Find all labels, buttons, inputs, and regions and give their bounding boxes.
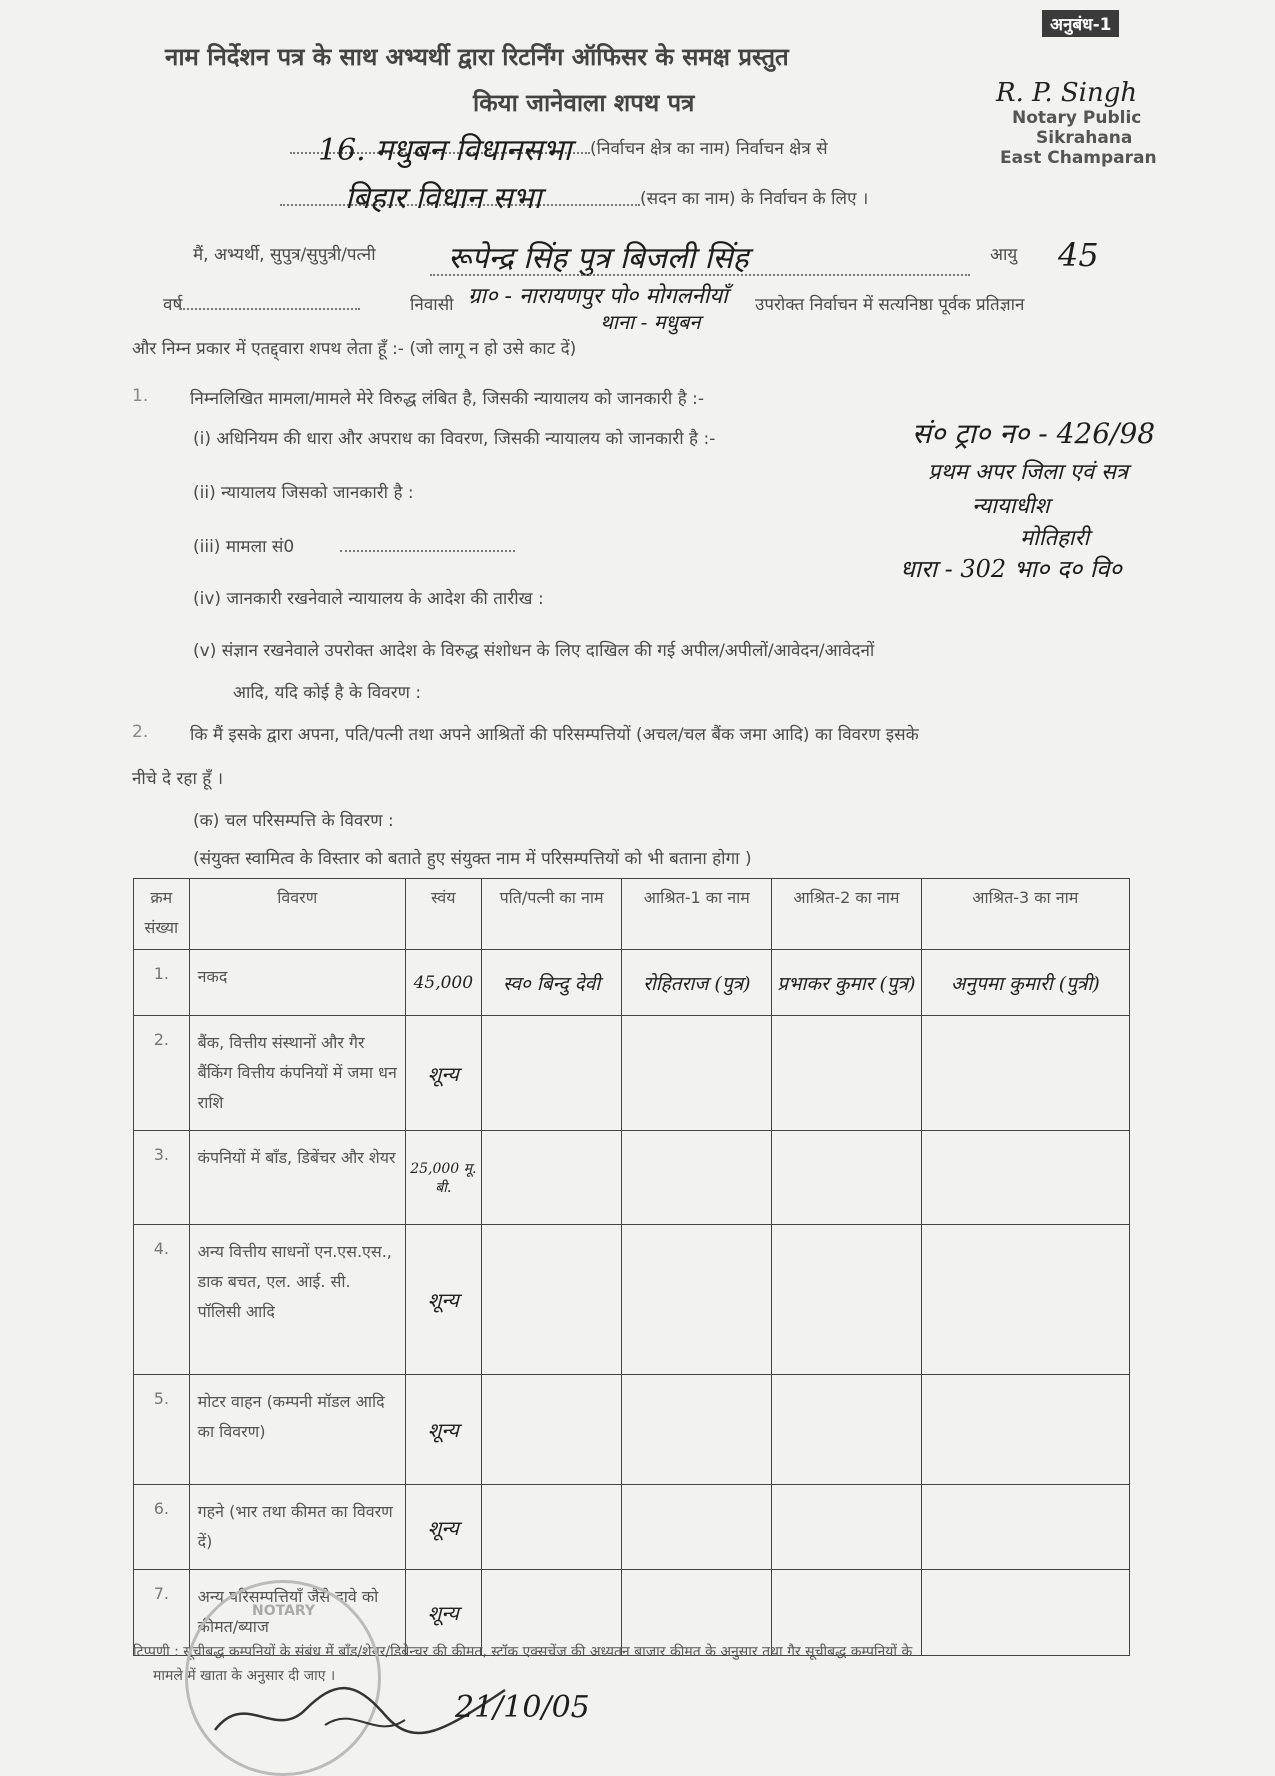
table-row xyxy=(134,1016,1130,1131)
document-title-line1: नाम निर्देशन पत्र के साथ अभ्यर्थी द्वारा रिटर्निंग ऑफिसर के समक्ष प्रस्तुत xyxy=(165,43,789,71)
case-note-line4: मोतिहारी xyxy=(1020,526,1090,551)
row-self-value: शून्य xyxy=(405,1570,481,1656)
year-label: वर्ष xyxy=(163,295,183,315)
candidate-name: रूपेन्द्र सिंह पुत्र बिजली सिंह xyxy=(448,241,749,276)
notary-name: R. P. Singh xyxy=(996,78,1138,108)
row-dependent-2-value xyxy=(772,1485,921,1570)
row-self-value: शून्य xyxy=(405,1485,481,1570)
row-description: कंपनियों में बॉंड, डिबेंचर और शेयर xyxy=(189,1131,405,1225)
document-title-line2: किया जानेवाला शपथ पत्र xyxy=(473,89,695,117)
row-description: नकद xyxy=(189,950,405,1016)
section1-heading: निम्नलिखित मामला/मामले मेरे विरुद्ध लंबित है, जिसकी न्यायालय को जानकारी है :- xyxy=(190,389,705,409)
footer-note-line2: मामले में खाता के अनुसार दी जाए । xyxy=(153,1668,336,1684)
footer-note-line1: टिप्पणी : सूचीबद्ध कम्पनियों के संबंध में बॉंड/शेयर/डिबेन्चर की कीमत, स्टॉक एक्सचेंज की अध्यतन बाजार कीमत के अनुसार तथा गैर सूचीबद्ध कम्पनियों के xyxy=(133,1644,913,1660)
row-number: 5. xyxy=(134,1375,190,1485)
row-spouse-value xyxy=(481,1485,622,1570)
notary-title: Notary Public xyxy=(1012,108,1142,128)
row-dependent-2-value: प्रभाकर कुमार (पुत्र) xyxy=(772,950,921,1016)
constituency-value: 16. मधुबन विधानसभा xyxy=(318,133,572,168)
row-dependent-3-value xyxy=(921,1016,1129,1131)
row-number: 7. xyxy=(134,1570,190,1656)
row-description: अन्य परिसम्पत्तियाँ जैसे दावे को कीमत/ब्याज xyxy=(189,1570,405,1656)
section2-line1: कि मैं इसके द्वारा अपना, पति/पत्नी तथा अपने आश्रितों की परिसम्पत्तियों (अचल/चल बैंक जमा आदि) का विवरण इसके xyxy=(190,725,919,745)
row-dependent-2-value xyxy=(772,1225,921,1375)
row-dependent-3-value xyxy=(921,1225,1129,1375)
row-number: 6. xyxy=(134,1485,190,1570)
section1-number: 1. xyxy=(132,386,149,406)
row-dependent-3-value xyxy=(921,1131,1129,1225)
table-header-row xyxy=(134,879,1130,950)
table-row xyxy=(134,1131,1130,1225)
row-dependent-3-value xyxy=(921,1485,1129,1570)
notary-stamp xyxy=(996,78,1157,168)
row-spouse-value xyxy=(481,1375,622,1485)
row-dependent-1-value xyxy=(622,1016,772,1131)
row-description: बैंक, वित्तीय संस्थानों और गैर बैंकिंग वित्तीय कंपनियों में जमा धन राशि xyxy=(189,1016,405,1131)
case-note-line3: न्यायाधीश xyxy=(972,494,1050,519)
header-serial: क्रम संख्या xyxy=(134,879,190,950)
year-dots xyxy=(180,306,360,310)
case-note-line5: धारा - 302 भा० द० वि० xyxy=(900,555,1122,583)
notary-place: Sikrahana xyxy=(1036,128,1133,148)
oath-tail: उपरोक्त निर्वाचन में सत्यनिष्ठा पूर्वक प्रतिज्ञान xyxy=(755,295,1025,315)
row-description: मोटर वाहन (कम्पनी मॉडल आदि का विवरण) xyxy=(189,1375,405,1485)
row-description: अन्य वित्तीय साधनों एन.एस.एस., डाक बचत, एल. आई. सी. पॉलिसी आदि xyxy=(189,1225,405,1375)
age-label: आयु xyxy=(990,245,1018,265)
constituency-label: (निर्वाचन क्षेत्र का नाम) निर्वाचन क्षेत्र से xyxy=(590,139,828,159)
header-self: स्वंय xyxy=(405,879,481,950)
row-number: 3. xyxy=(134,1131,190,1225)
row-self-value: शून्य xyxy=(405,1016,481,1131)
notary-district: East Champaran xyxy=(1000,148,1157,168)
case-note-line2: प्रथम अपर जिला एवं सत्र xyxy=(928,460,1129,485)
table-row xyxy=(134,1485,1130,1570)
section2-number: 2. xyxy=(132,722,149,742)
house-label: (सदन का नाम) के निर्वाचन के लिए । xyxy=(640,189,869,209)
annex-label: अनुबंध-1 xyxy=(1042,10,1119,37)
row-dependent-3-value: अनुपमा कुमारी (पुत्री) xyxy=(921,950,1129,1016)
row-number: 1. xyxy=(134,950,190,1016)
address-line2: थाना - मधुबन xyxy=(600,310,701,334)
table-row xyxy=(134,1225,1130,1375)
row-self-value: 45,000 xyxy=(405,950,481,1016)
age-value: 45 xyxy=(1058,236,1099,274)
row-dependent-1-value: रोहितराज (पुत्र) xyxy=(622,950,772,1016)
section1-item-v-line1: (v) संज्ञान रखनेवाले उपरोक्त आदेश के विरुद्ध संशोधन के लिए दाखिल की गई अपील/अपीलों/आवेदन/आवेदनों xyxy=(193,641,875,661)
row-number: 4. xyxy=(134,1225,190,1375)
section2-sub-a-note: (संयुक्त स्वामित्व के विस्तार को बताते हुए संयुक्त नाम में परिसम्पत्तियों को भी बताना होगा ) xyxy=(193,849,752,869)
row-dependent-3-value xyxy=(921,1375,1129,1485)
address-line1: ग्रा० - नारायणपुर पो० मोगलनीयाँ xyxy=(468,284,728,309)
section2-sub-a: (क) चल परिसम्पत्ति के विवरण : xyxy=(193,811,394,831)
resident-label: निवासी xyxy=(410,295,454,315)
oath-line2: और निम्न प्रकार में एतद्द्वारा शपथ लेता हूँ :- (जो लागू न हो उसे काट दें) xyxy=(132,339,577,359)
row-dependent-1-value xyxy=(622,1485,772,1570)
header-description: विवरण xyxy=(189,879,405,950)
case-number-dots xyxy=(340,548,515,552)
movable-assets-table xyxy=(133,878,1130,1656)
section1-item-v-line2: आदि, यदि कोई है के विवरण : xyxy=(233,683,422,703)
case-note-line1: सं० ट्रा० न० - 426/98 xyxy=(912,417,1156,450)
signature-date: 21/10/05 xyxy=(455,1690,590,1725)
section1-item-i: (i) अधिनियम की धारा और अपराध का विवरण, जिसकी न्यायालय को जानकारी है :- xyxy=(193,429,716,449)
row-dependent-2-value xyxy=(772,1131,921,1225)
candidate-dots xyxy=(430,272,970,276)
table-row xyxy=(134,1375,1130,1485)
row-dependent-2-value xyxy=(772,1016,921,1131)
row-description: गहने (भार तथा कीमत का विवरण दें) xyxy=(189,1485,405,1570)
row-self-value: 25,000 मू. बी. xyxy=(405,1131,481,1225)
notary-seal-text: NOTARY xyxy=(252,1603,316,1619)
row-number: 2. xyxy=(134,1016,190,1131)
header-dependent-1: आश्रित-1 का नाम xyxy=(622,879,772,950)
row-spouse-value xyxy=(481,1016,622,1131)
row-dependent-2-value xyxy=(772,1375,921,1485)
row-spouse-value: स्व० बिन्दु देवी xyxy=(481,950,622,1016)
section1-item-ii: (ii) न्यायालय जिसको जानकारी है : xyxy=(193,483,414,503)
house-value: बिहार विधान सभा xyxy=(345,181,542,216)
table-row xyxy=(134,950,1130,1016)
header-spouse: पति/पत्नी का नाम xyxy=(481,879,622,950)
row-spouse-value xyxy=(481,1131,622,1225)
candidate-label: मैं, अभ्यर्थी, सुपुत्र/सुपुत्री/पत्नी xyxy=(193,245,376,265)
section2-line2: नीचे दे रहा हूँ । xyxy=(132,769,224,789)
row-self-value: शून्य xyxy=(405,1375,481,1485)
header-dependent-3: आश्रित-3 का नाम xyxy=(921,879,1129,950)
row-self-value: शून्य xyxy=(405,1225,481,1375)
section1-item-iii: (iii) मामला सं0 xyxy=(193,537,295,557)
row-dependent-1-value xyxy=(622,1375,772,1485)
header-dependent-2: आश्रित-2 का नाम xyxy=(772,879,921,950)
row-spouse-value xyxy=(481,1225,622,1375)
row-dependent-1-value xyxy=(622,1225,772,1375)
row-dependent-1-value xyxy=(622,1131,772,1225)
section1-item-iv: (iv) जानकारी रखनेवाले न्यायालय के आदेश की तारीख : xyxy=(193,589,544,609)
